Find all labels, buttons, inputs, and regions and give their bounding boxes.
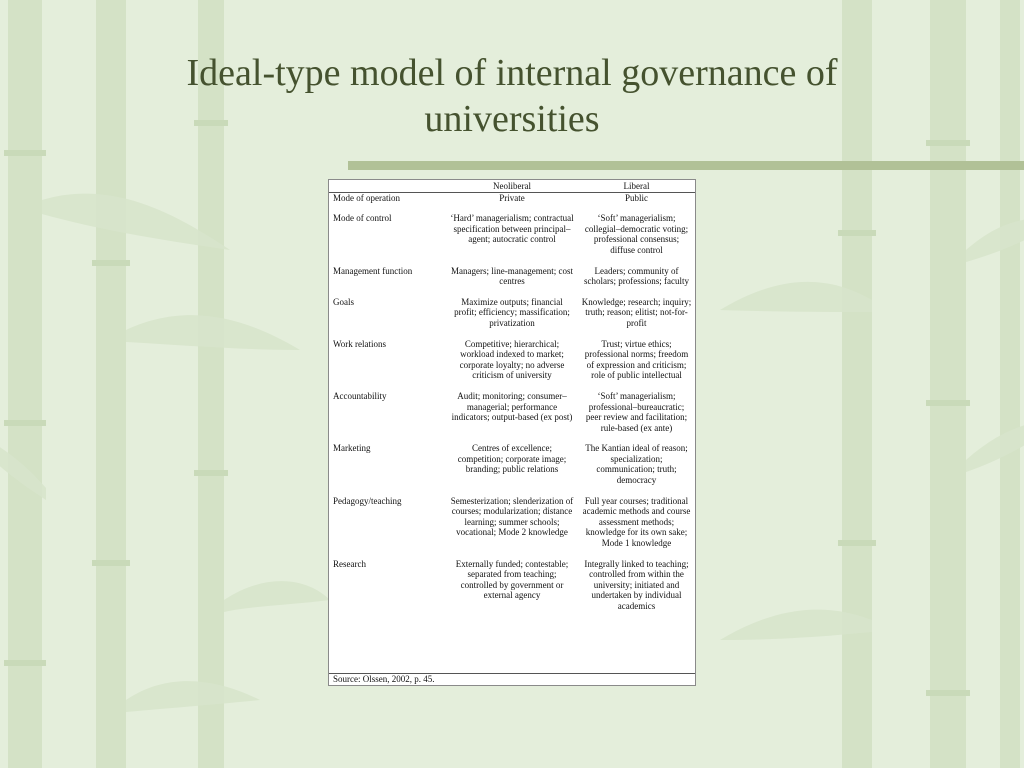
row-label: Mode of operation	[333, 192, 400, 203]
table-source-note: Source: Olssen, 2002, p. 45.	[329, 673, 695, 685]
table-row	[329, 391, 695, 443]
row-label: Goals	[333, 296, 354, 307]
neoliberal-cell: Private	[499, 192, 525, 203]
row-label: Work relations	[333, 338, 387, 349]
neoliberal-cell: Centres of excellence; competition; corporate image; branding; public relations	[457, 443, 567, 475]
row-label: Accountability	[333, 390, 387, 401]
governance-table	[329, 180, 695, 622]
column-header-neoliberal: Neoliberal	[446, 180, 578, 192]
neoliberal-cell: ‘Hard’ managerialism; contractual specification between principal–agent; autocratic control	[450, 213, 574, 245]
liberal-cell: Integrally linked to teaching; controlled from within the university; initiated and undertaken by individual academics	[584, 558, 689, 611]
row-label: Mode of control	[333, 213, 392, 224]
liberal-cell: The Kantian ideal of reason; specialization; communication; truth; democracy	[585, 443, 688, 486]
table-row	[329, 559, 695, 622]
title-accent-rule	[348, 161, 1024, 170]
column-header-liberal: Liberal	[578, 180, 695, 192]
table-row	[329, 443, 695, 495]
table-row	[329, 297, 695, 339]
row-label: Management function	[333, 265, 413, 276]
neoliberal-cell: Externally funded; contestable; separated from teaching; controlled by government or external agency	[455, 558, 569, 601]
neoliberal-cell: Competitive; hierarchical; workload indexed to market; corporate loyalty; no adverse criticism of university	[459, 338, 565, 381]
table-row	[329, 496, 695, 559]
table-row	[329, 192, 695, 213]
neoliberal-cell: Semesterization; slenderization of courses; modularization; distance learning; summer schools; vocational; Mode 2 knowledge	[450, 495, 574, 538]
table-header-row	[329, 180, 695, 192]
table-row	[329, 213, 695, 265]
neoliberal-cell: Audit; monitoring; consumer–managerial; performance indicators; output-based (ex post)	[451, 390, 573, 423]
liberal-cell: Public	[624, 192, 648, 203]
row-label: Pedagogy/teaching	[333, 495, 402, 506]
neoliberal-cell: Managers; line-management; cost centres	[451, 265, 573, 287]
liberal-cell: Full year courses; traditional academic methods and course assessment methods; knowledge for its own sake; Mode 1 knowledge	[582, 495, 691, 549]
liberal-cell: Knowledge; research; inquiry; truth; reason; elitist; not-for-profit	[581, 296, 692, 328]
governance-table-image	[328, 179, 696, 686]
liberal-cell: Trust; virtue ethics; professional norms; freedom of expression and criticism; role of public intellectual	[584, 338, 689, 381]
liberal-cell: ‘Soft’ managerialism; professional–bureaucratic; peer review and facilitation; rule-based (ex ante)	[585, 390, 688, 433]
neoliberal-cell: Maximize outputs; financial profit; efficiency; massification; privatization	[454, 296, 570, 328]
liberal-cell: ‘Soft’ managerialism; collegial–democratic voting; professional consensus; diffuse control	[584, 213, 689, 255]
row-label: Marketing	[333, 443, 371, 454]
slide-title: Ideal-type model of internal governance of universities	[186, 52, 838, 140]
column-header-category	[329, 180, 446, 192]
table-row	[329, 339, 695, 391]
liberal-cell: Leaders; community of scholars; professions; faculty	[584, 265, 689, 287]
table-row	[329, 266, 695, 297]
row-label: Research	[333, 558, 366, 569]
